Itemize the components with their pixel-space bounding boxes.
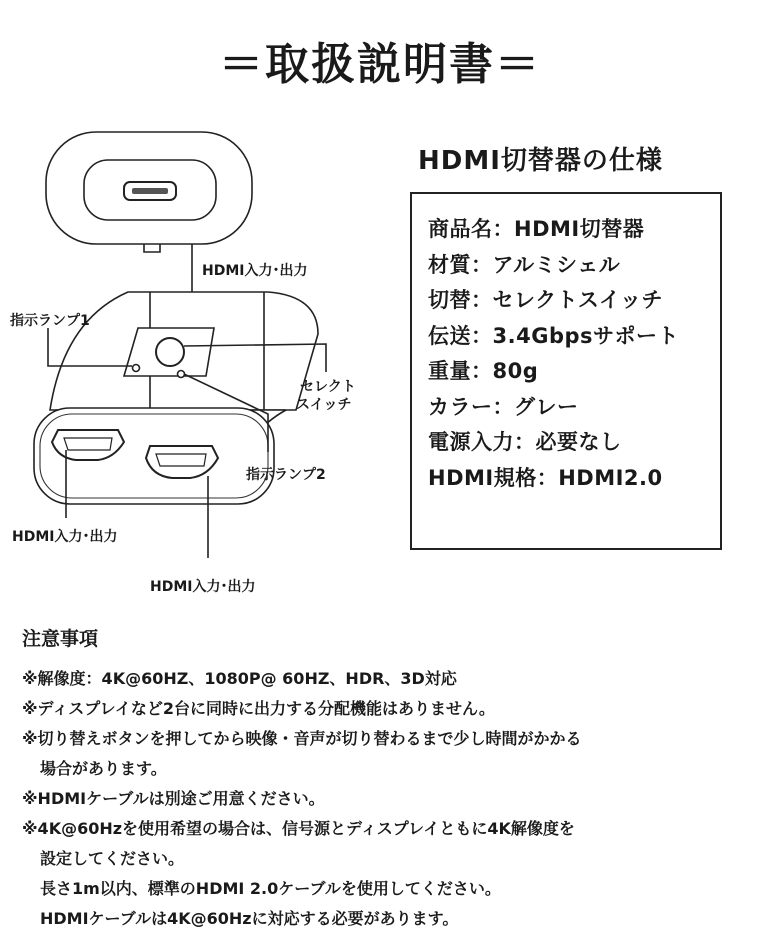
note-line: ※切り替えボタンを押してから映像・音声が切り替わるまで少し時間がかかる xyxy=(22,729,582,748)
label-port-top: HDMI入力･出力 xyxy=(202,263,308,279)
note-line: 長さ1m以内、標準のHDMI 2.0ケーブルを使用してください。 xyxy=(40,879,501,898)
label-select-switch-1: セレクト xyxy=(300,379,356,395)
select-button xyxy=(156,338,184,366)
note-line: ※ディスプレイなど2台に同時に出力する分配機能はありません。 xyxy=(22,699,495,718)
label-port-bottom: HDMI入力･出力 xyxy=(150,579,256,595)
note-line: 設定してください。 xyxy=(40,849,185,868)
spec-item: 重量：80g xyxy=(428,359,539,383)
note-line: ※解像度：4K@60HZ、1080P@ 60HZ、HDR、3D対応 xyxy=(22,669,457,688)
label-port-left: HDMI入力･出力 xyxy=(12,529,118,545)
label-lamp-1: 指示ランプ1 xyxy=(10,313,90,329)
note-line: ※HDMIケーブルは別途ご用意ください。 xyxy=(22,789,325,808)
spec-item: 電源入力：必要なし xyxy=(428,430,622,454)
note-line: ※4K@60Hzを使用希望の場合は、信号源とディスプレイともに4K解像度を xyxy=(22,819,575,838)
notes-list xyxy=(22,664,752,934)
note-line: HDMIケーブルは4K@60Hzに対応する必要があります。 xyxy=(40,909,459,928)
spec-item: カラー：グレー xyxy=(428,394,579,419)
label-lamp-2: 指示ランプ2 xyxy=(246,467,326,483)
spec-item: 商品名：HDMI切替器 xyxy=(428,217,645,241)
spec-item: 伝送：3.4Gbpsサポート xyxy=(428,323,680,348)
indicator-lamp-1 xyxy=(133,365,140,372)
notes-heading: 注意事項 xyxy=(22,628,99,650)
indicator-lamp-2 xyxy=(178,371,185,378)
page-title: ＝取扱説明書＝ xyxy=(219,39,541,90)
note-line: 場合があります。 xyxy=(40,759,167,778)
spec-box xyxy=(410,192,722,550)
spec-item: 切替：セレクトスイッチ xyxy=(428,288,664,312)
spec-item: 材質：アルミシェル xyxy=(428,252,621,277)
label-select-switch-2: スイッチ xyxy=(296,397,352,413)
spec-item: HDMI規格：HDMI2.0 xyxy=(428,465,663,490)
spec-heading: HDMI切替器の仕様 xyxy=(418,146,663,176)
